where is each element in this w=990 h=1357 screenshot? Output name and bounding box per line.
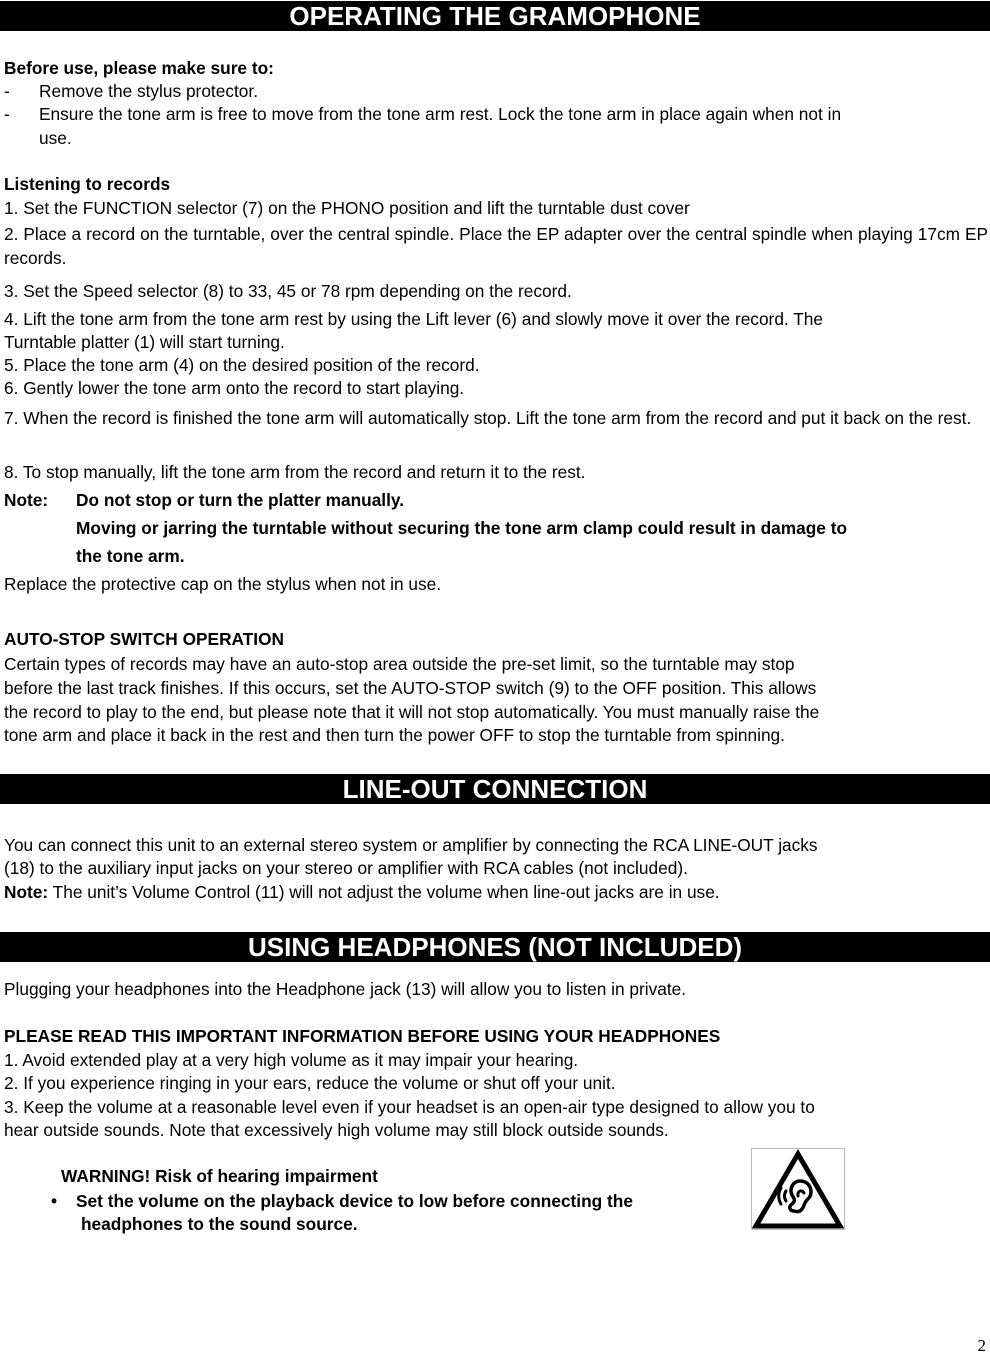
warning-bullet-line-2: headphones to the sound source. (81, 1214, 358, 1234)
important-line-1: 1. Avoid extended play at a very high volume as it may impair your hearing. (4, 1050, 579, 1070)
before-use-heading: Before use, please make sure to: (4, 58, 274, 78)
dash-bullet: - (4, 104, 10, 124)
step-4: 4. Lift the tone arm from the tone arm rest by using the Lift lever (6) and slowly move it over the record. The (4, 309, 823, 329)
before-item-2: Ensure the tone arm is free to move from the tone arm rest. Lock the tone arm in place again when not in (39, 104, 842, 124)
listening-heading: Listening to records (4, 174, 171, 194)
autostop-line-4: tone arm and place it back in the rest and then turn the power OFF to stop the turntable from spinning. (4, 725, 785, 745)
lineout-note-text: The unit’s Volume Control (11) will not adjust the volume when line-out jacks are in use. (48, 882, 720, 902)
before-item-1: Remove the stylus protector. (39, 81, 258, 101)
lineout-note (4, 882, 720, 902)
before-item-2-cont: use. (39, 128, 72, 148)
autostop-heading: AUTO-STOP SWITCH OPERATION (4, 629, 285, 649)
headphones-intro: Plugging your headphones into the Headphone jack (13) will allow you to listen in private. (4, 979, 687, 999)
replace-cap-text: Replace the protective cap on the stylus when not in use. (4, 574, 442, 594)
important-line-4: hear outside sounds. Note that excessively high volume may still block outside sounds. (4, 1120, 669, 1140)
step-2: 2. Place a record on the turntable, over the central spindle. Place the EP adapter over the central spindle when playing 17cm EP records. (4, 224, 988, 268)
bullet-dot: • (51, 1191, 58, 1211)
lineout-line-1: You can connect this unit to an external stereo system or amplifier by connecting the RCA LINE-OUT jacks (4, 835, 818, 855)
lineout-note-label: Note: (4, 882, 49, 902)
section-title-lineout: LINE-OUT CONNECTION (0, 774, 990, 804)
note-line-3: the tone arm. (76, 546, 185, 566)
step-3: 3. Set the Speed selector (8) to 33, 45 or 78 rpm depending on the record. (4, 281, 572, 301)
dash-bullet: - (4, 81, 10, 101)
page-number: 2 (977, 1336, 986, 1355)
step-6: 6. Gently lower the tone arm onto the record to start playing. (4, 378, 465, 398)
hearing-warning-icon (751, 1148, 845, 1230)
step-8: 8. To stop manually, lift the tone arm from the record and return it to the rest. (4, 462, 586, 482)
warning-bullet-line-1: Set the volume on the playback device to low before connecting the (76, 1191, 633, 1211)
note-line-1: Do not stop or turn the platter manually. (76, 490, 405, 510)
important-line-3: 3. Keep the volume at a reasonable level even if your headset is an open-air type designed to allow you to (4, 1097, 815, 1117)
step-5: 5. Place the tone arm (4) on the desired position of the record. (4, 355, 480, 375)
section-title-headphones: USING HEADPHONES (NOT INCLUDED) (0, 932, 990, 962)
note-line-2: Moving or jarring the turntable without securing the tone arm clamp could result in damage to (76, 518, 848, 538)
warning-title: WARNING! Risk of hearing impairment (61, 1166, 378, 1186)
autostop-line-3: the record to play to the end, but please note that it will not stop automatically. You must manually raise the (4, 702, 820, 722)
step-7: 7. When the record is finished the tone arm will automatically stop. Lift the tone arm from the record and put it back on the rest. (4, 408, 972, 428)
autostop-line-2: before the last track finishes. If this occurs, set the AUTO-STOP switch (9) to the OFF position. This allows (4, 678, 817, 698)
section-title-operating: OPERATING THE GRAMOPHONE (0, 1, 990, 31)
important-line-2: 2. If you experience ringing in your ears, reduce the volume or shut off your unit. (4, 1073, 616, 1093)
autostop-line-1: Certain types of records may have an auto-stop area outside the pre-set limit, so the turntable may stop (4, 654, 795, 674)
lineout-line-2: (18) to the auxiliary input jacks on your stereo or amplifier with RCA cables (not included). (4, 858, 688, 878)
step-4-cont: Turntable platter (1) will start turning. (4, 332, 285, 352)
important-heading: PLEASE READ THIS IMPORTANT INFORMATION BEFORE USING YOUR HEADPHONES (4, 1026, 721, 1046)
note-label: Note: (4, 490, 49, 510)
step-1: 1. Set the FUNCTION selector (7) on the PHONO position and lift the turntable dust cover (4, 198, 690, 218)
